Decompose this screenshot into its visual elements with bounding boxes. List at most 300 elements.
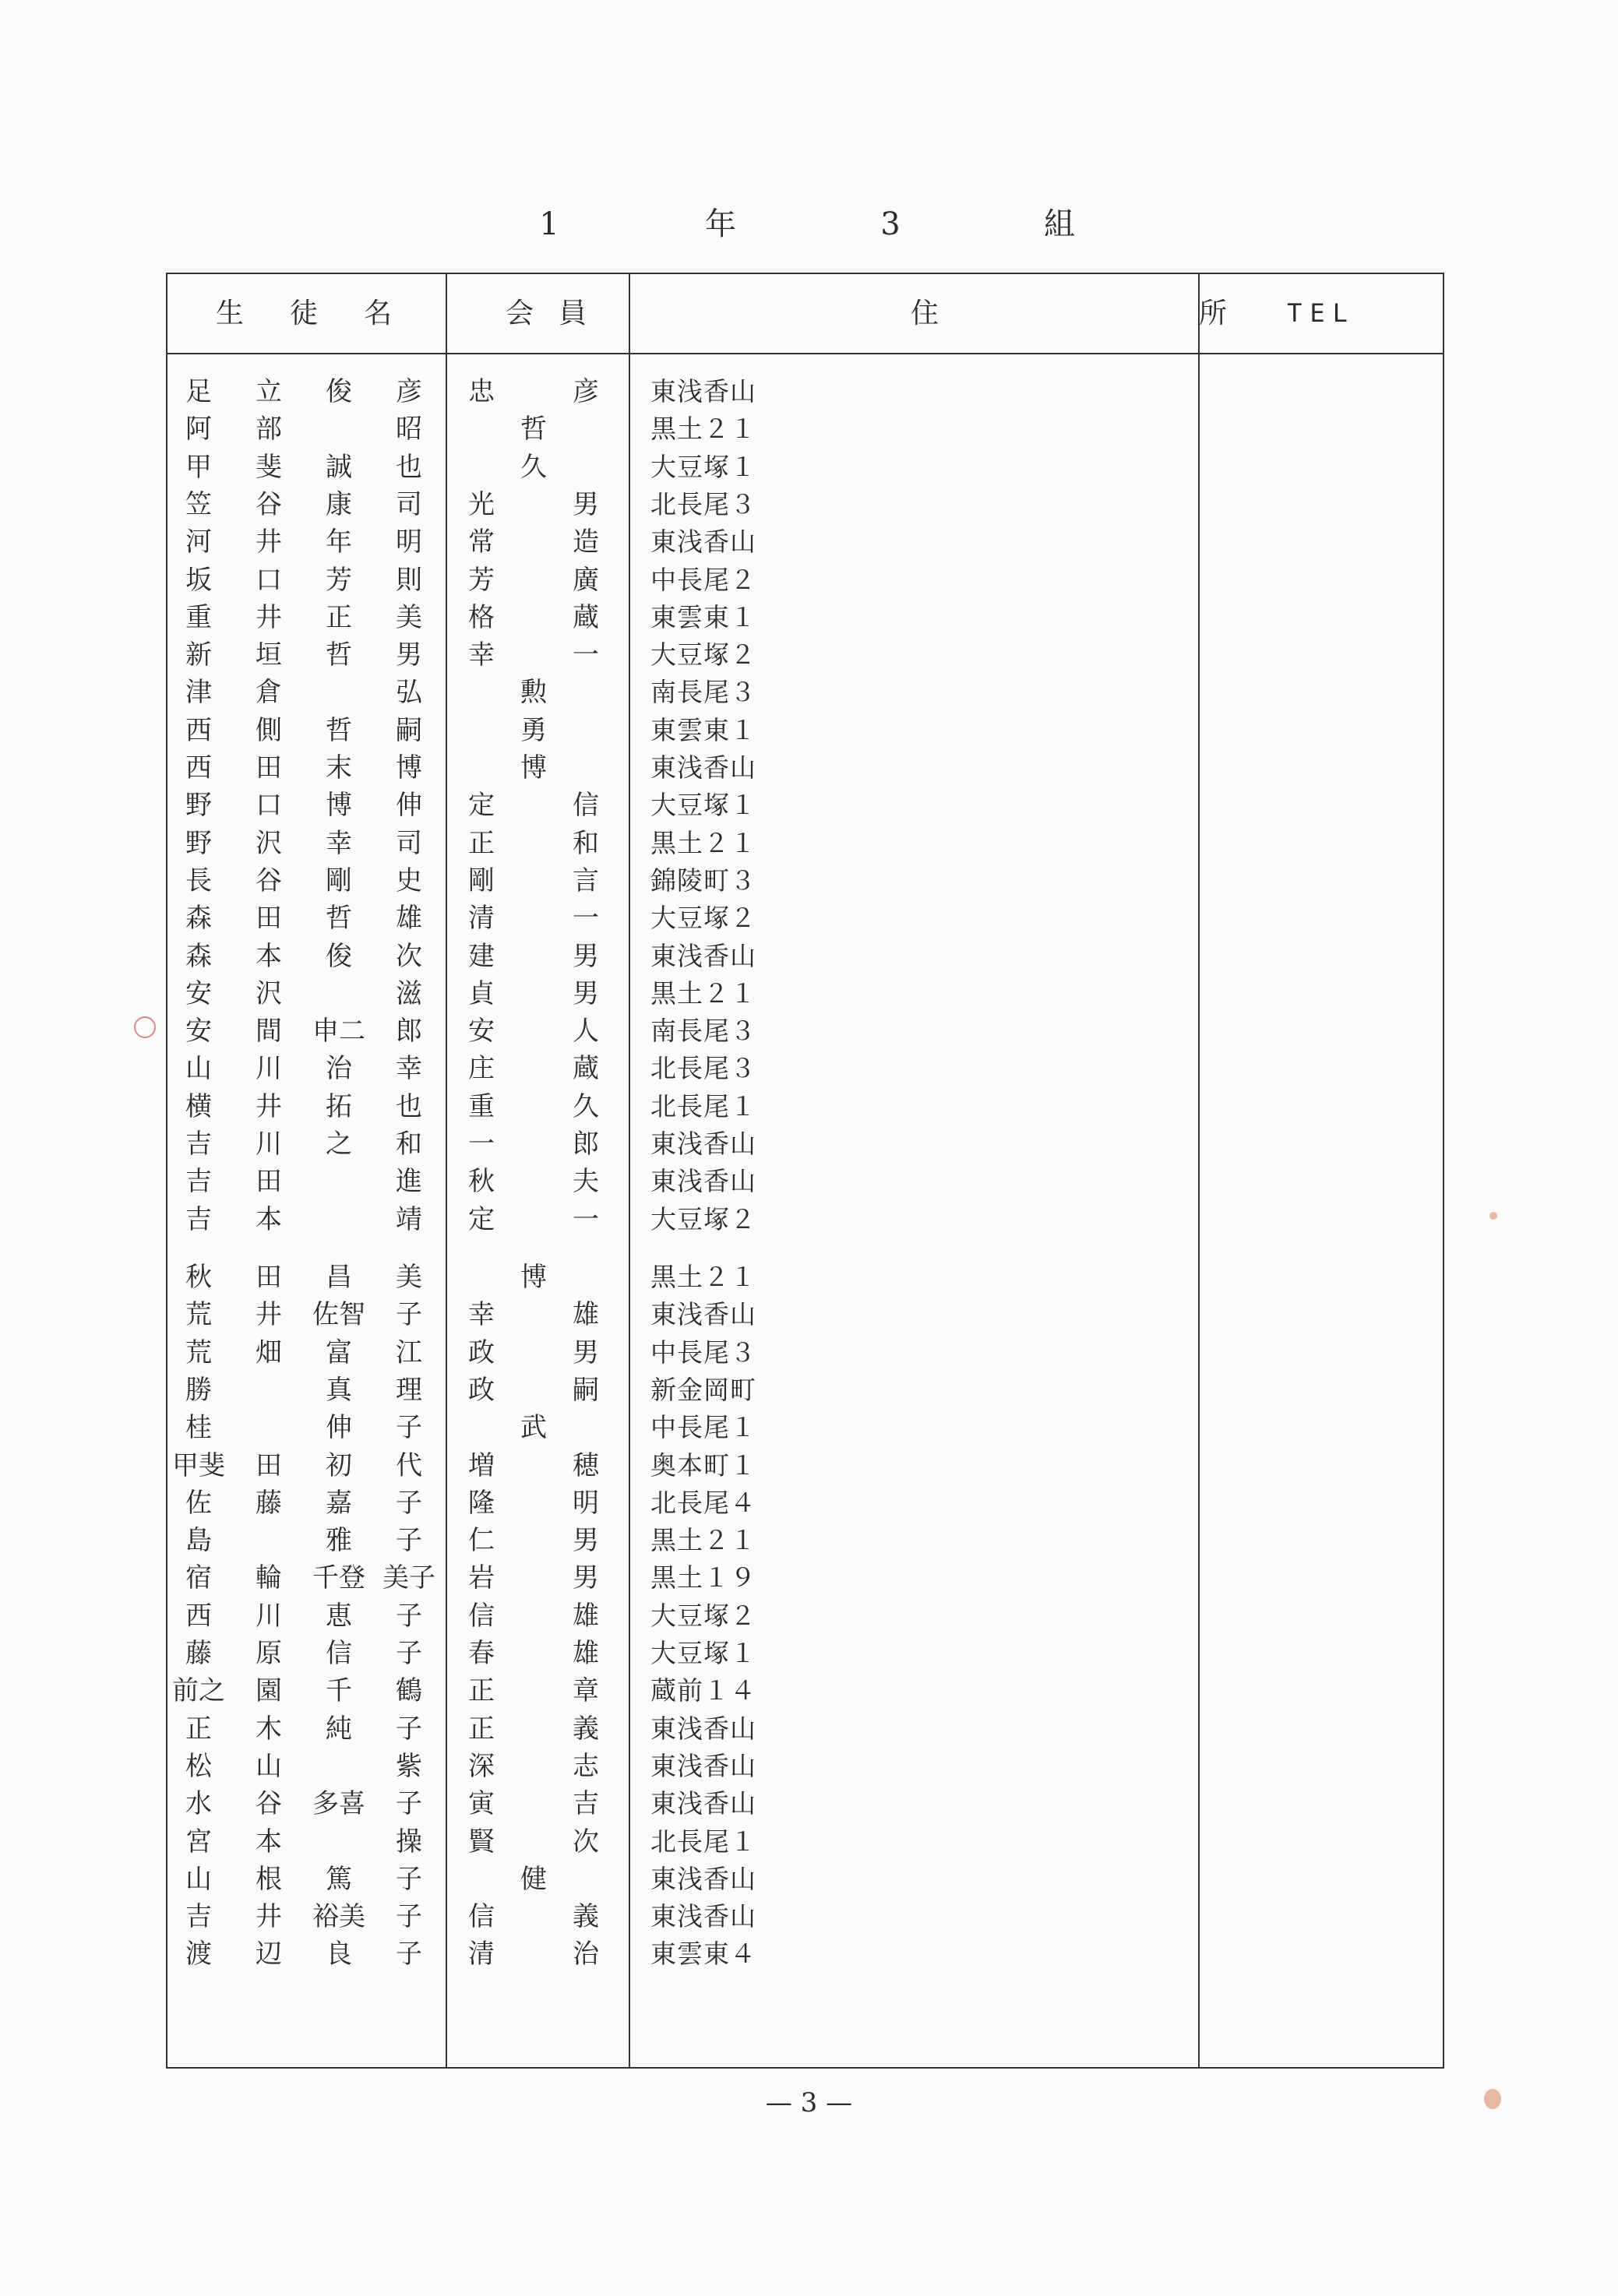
member-name-char: 一 (468, 1129, 495, 1160)
table-row (167, 1163, 1443, 1200)
address-cell: 東浅香山 (650, 1863, 756, 1894)
student-name-char: 原 (256, 1638, 282, 1669)
member-name-char: 穂 (573, 1449, 599, 1481)
member-name-char: 蔵 (573, 601, 599, 633)
address-cell: 南長尾３ (650, 1016, 756, 1047)
header-char: 所 (1198, 298, 1228, 329)
member-name-char: 廣 (573, 564, 599, 596)
student-name-char: 子 (396, 1939, 422, 1970)
member-name-char: 武 (520, 1412, 547, 1444)
address-cell: 東浅香山 (650, 1166, 756, 1197)
member-name-char: 安 (468, 1016, 495, 1048)
page-number: — 3 — (765, 2087, 853, 2118)
student-name-char: 沢 (256, 827, 282, 859)
student-name-char: 篤 (326, 1863, 352, 1895)
member-name-char: 貞 (468, 977, 495, 1009)
student-name-char: 園 (256, 1675, 282, 1707)
student-name-char: 雅 (326, 1525, 352, 1557)
address-cell: 中長尾３ (650, 1336, 756, 1368)
student-name-char: 井 (256, 601, 282, 633)
student-name-char: 史 (396, 865, 422, 896)
table-row (167, 449, 1443, 486)
student-name-char: 山 (185, 1863, 212, 1895)
student-name-char: 信 (326, 1638, 352, 1669)
member-name-char: 和 (573, 827, 599, 859)
address-cell: 大豆塚１ (650, 451, 756, 482)
student-name-char: 新 (185, 639, 212, 671)
address-cell: 蔵前１４ (650, 1675, 756, 1706)
member-name-char: 光 (468, 488, 495, 520)
student-name-char: 野 (185, 827, 212, 859)
student-name-char: 安 (185, 1016, 212, 1048)
student-name-char: 江 (396, 1336, 422, 1368)
student-name-char: 山 (256, 1750, 282, 1782)
member-name-char: 久 (520, 451, 547, 483)
member-name-char: 賢 (468, 1826, 495, 1858)
student-name-char: 津 (185, 677, 212, 709)
member-name-char: 寅 (468, 1788, 495, 1820)
student-name-char: 雄 (396, 903, 422, 935)
student-name-char: 康 (326, 488, 352, 520)
student-name-char: 次 (396, 940, 422, 972)
table-row (167, 486, 1443, 523)
table-row (167, 862, 1443, 900)
member-name-char: 次 (573, 1826, 599, 1858)
address-cell: 東浅香山 (650, 1901, 756, 1932)
member-name-char: 哲 (520, 414, 547, 445)
student-name-char: 滋 (396, 977, 422, 1009)
address-cell: 東雲東１ (650, 601, 756, 632)
student-name-char: 理 (396, 1374, 422, 1406)
student-name-char: 治 (326, 1053, 352, 1085)
student-name-char: 田 (256, 1262, 282, 1293)
member-name-char: 岩 (468, 1562, 495, 1594)
address-cell: 東雲東１ (650, 714, 756, 745)
member-name-char: 男 (573, 977, 599, 1009)
address-cell: 黒土２１ (650, 977, 756, 1009)
student-name-char: 剛 (326, 865, 352, 896)
member-name-char: 春 (468, 1638, 495, 1669)
student-name-char: 子 (396, 1713, 422, 1745)
table-row (167, 1522, 1443, 1559)
student-name-char: 幸 (396, 1053, 422, 1085)
table-row (167, 1710, 1443, 1748)
member-name-char: 男 (573, 940, 599, 972)
student-name-char: 代 (396, 1449, 422, 1481)
address-cell: 黒土２１ (650, 1262, 756, 1292)
member-name-char: 清 (468, 903, 495, 935)
table-row (167, 1748, 1443, 1785)
header-char: 徒 (289, 298, 319, 329)
student-name-char: 裕美 (312, 1901, 365, 1933)
member-name-char: 勇 (520, 714, 547, 746)
member-name-char: 一 (573, 639, 599, 671)
member-name-char: 男 (573, 1336, 599, 1368)
member-name-char: 造 (573, 526, 599, 558)
student-name-char: 川 (256, 1600, 282, 1632)
table-row (167, 1050, 1443, 1087)
member-name-char: 明 (573, 1487, 599, 1519)
student-name-char: 藤 (185, 1638, 212, 1669)
member-name-char: 博 (520, 1262, 547, 1293)
student-name-char: 荒 (185, 1299, 212, 1331)
student-name-char: 靖 (396, 1203, 422, 1235)
student-name-char: 博 (326, 790, 352, 822)
table-row (167, 1125, 1443, 1163)
member-name-char: 嗣 (573, 1374, 599, 1406)
student-name-char: 側 (256, 714, 282, 746)
member-name-char: 彦 (573, 376, 599, 407)
header-char: 員 (558, 298, 587, 329)
student-name-char: 辺 (256, 1939, 282, 1970)
student-name-char: 笠 (185, 488, 212, 520)
member-name-char: 人 (573, 1016, 599, 1048)
address-cell: 奥本町１ (650, 1449, 756, 1481)
address-cell: 東浅香山 (650, 1713, 756, 1744)
student-name-char: 明 (396, 526, 422, 558)
address-cell: 黒土２１ (650, 827, 756, 858)
member-name-char: 仁 (468, 1525, 495, 1557)
address-cell: 東雲東４ (650, 1939, 756, 1970)
member-name-char: 言 (573, 865, 599, 896)
student-name-char: 多喜 (312, 1788, 365, 1820)
address-cell: 新金岡町 (650, 1374, 756, 1405)
member-name-char: 義 (573, 1901, 599, 1933)
student-name-char: 也 (396, 1090, 422, 1122)
student-name-char: 西 (185, 752, 212, 784)
member-name-char: 格 (468, 601, 495, 633)
student-name-char: 重 (185, 601, 212, 633)
address-cell: 南長尾３ (650, 677, 756, 708)
student-name-char: 井 (256, 1299, 282, 1331)
student-name-char: 男 (396, 639, 422, 671)
member-name-char: 蔵 (573, 1053, 599, 1085)
member-name-char: 吉 (573, 1788, 599, 1820)
student-name-char: 子 (396, 1788, 422, 1820)
student-name-char: 子 (396, 1600, 422, 1632)
student-name-char: 野 (185, 790, 212, 822)
table-row (167, 1088, 1443, 1125)
student-name-char: 美子 (382, 1562, 435, 1594)
student-name-char: 子 (396, 1525, 422, 1557)
student-name-char: 畑 (256, 1336, 282, 1368)
student-name-char: 田 (256, 1166, 282, 1198)
roster-table (166, 273, 1444, 2069)
student-name-char: 佐智 (312, 1299, 365, 1331)
student-name-char: 子 (396, 1863, 422, 1895)
address-cell: 北長尾１ (650, 1090, 756, 1122)
student-name-char: 富 (326, 1336, 352, 1368)
student-name-char: 博 (396, 752, 422, 784)
student-name-char: 初 (326, 1449, 352, 1481)
student-name-char: 勝 (185, 1374, 212, 1406)
member-name-char: 清 (468, 1939, 495, 1970)
student-name-char: 井 (256, 526, 282, 558)
student-name-char: 垣 (256, 639, 282, 671)
address-cell: 黒土１９ (650, 1562, 756, 1593)
student-name-char: 真 (326, 1374, 352, 1406)
student-name-char: 藤 (256, 1487, 282, 1519)
student-name-char: 幸 (326, 827, 352, 859)
student-name-char: 恵 (326, 1600, 352, 1632)
student-name-char: 年 (326, 526, 352, 558)
student-name-char: 坂 (185, 564, 212, 596)
student-name-char: 水 (185, 1788, 212, 1820)
member-name-char: 建 (468, 940, 495, 972)
student-name-char: 立 (256, 376, 282, 407)
member-name-char: 治 (573, 1939, 599, 1970)
table-row (167, 900, 1443, 937)
student-name-char: 紫 (396, 1750, 422, 1782)
address-cell: 東浅香山 (650, 940, 756, 971)
student-name-char: 長 (185, 865, 212, 896)
member-name-char: 定 (468, 790, 495, 822)
student-name-char: 司 (396, 827, 422, 859)
page-title (0, 201, 1618, 248)
student-name-char: 進 (396, 1166, 422, 1198)
member-name-char: 一 (573, 1203, 599, 1235)
address-cell: 北長尾３ (650, 1053, 756, 1084)
student-name-char: 斐 (256, 451, 282, 483)
table-row (167, 1296, 1443, 1333)
member-name-char: 博 (520, 752, 547, 784)
table-row (167, 1372, 1443, 1409)
address-cell: 東浅香山 (650, 752, 756, 783)
address-cell: 大豆塚１ (650, 1638, 756, 1668)
student-name-char: 拓 (326, 1090, 352, 1122)
student-name-char: 宿 (185, 1562, 212, 1594)
student-name-char: 伸 (326, 1412, 352, 1444)
table-row (167, 1559, 1443, 1597)
student-name-char: 西 (185, 714, 212, 746)
student-name-char: 申二 (312, 1016, 365, 1048)
address-cell: 大豆塚２ (650, 1600, 756, 1631)
member-name-char: 政 (468, 1374, 495, 1406)
student-name-char: 本 (256, 1203, 282, 1235)
table-row (167, 636, 1443, 674)
student-name-char: 吉 (185, 1166, 212, 1198)
student-name-char: 間 (256, 1016, 282, 1048)
student-name-char: 根 (256, 1863, 282, 1895)
address-cell: 東浅香山 (650, 1299, 756, 1330)
student-name-char: 谷 (256, 488, 282, 520)
address-cell: 北長尾４ (650, 1487, 756, 1518)
header-member (446, 274, 629, 353)
student-name-char: 井 (256, 1901, 282, 1933)
student-name-char: 沢 (256, 977, 282, 1009)
student-name-char: 前之 (172, 1675, 225, 1707)
student-name-char: 山 (185, 1053, 212, 1085)
student-name-char: 哲 (326, 639, 352, 671)
address-cell: 中長尾１ (650, 1412, 756, 1443)
student-name-char: 秋 (185, 1262, 212, 1293)
table-row (167, 1935, 1443, 1973)
table-row (167, 562, 1443, 599)
table-row (167, 938, 1443, 975)
student-name-char: 本 (256, 1826, 282, 1858)
member-name-char: 一 (573, 903, 599, 935)
member-name-char: 隆 (468, 1487, 495, 1519)
table-row (167, 975, 1443, 1012)
table-row (167, 1635, 1443, 1672)
student-name-char: 荒 (185, 1336, 212, 1368)
student-name-char: 之 (326, 1129, 352, 1160)
student-name-char: 井 (256, 1090, 282, 1122)
student-name-char: 谷 (256, 1788, 282, 1820)
student-name-char: 松 (185, 1750, 212, 1782)
member-name-char: 男 (573, 488, 599, 520)
member-name-char: 雄 (573, 1600, 599, 1632)
table-row (167, 749, 1443, 787)
address-cell: 大豆塚２ (650, 1203, 756, 1234)
member-name-char: 雄 (573, 1299, 599, 1331)
address-cell: 黒土２１ (650, 1525, 756, 1556)
student-name-char: 森 (185, 940, 212, 972)
student-name-char: 子 (396, 1487, 422, 1519)
member-name-char: 正 (468, 1675, 495, 1707)
student-name-char: 倉 (256, 677, 282, 709)
student-name-char: 也 (396, 451, 422, 483)
student-name-char: 横 (185, 1090, 212, 1122)
title-kumi: 組 (1044, 206, 1075, 242)
student-name-char: 千 (326, 1675, 352, 1707)
table-row (167, 373, 1443, 410)
member-name-char: 健 (520, 1863, 547, 1895)
member-name-char: 正 (468, 827, 495, 859)
table-row (167, 1861, 1443, 1898)
member-name-char: 常 (468, 526, 495, 558)
table-row (167, 523, 1443, 561)
student-name-char: 誠 (326, 451, 352, 483)
student-name-char: 俊 (326, 376, 352, 407)
header-tel: TEL (1287, 298, 1355, 328)
title-nen: 年 (705, 206, 736, 242)
student-name-char: 木 (256, 1713, 282, 1745)
student-name-char: 足 (185, 376, 212, 407)
student-name-char: 操 (396, 1826, 422, 1858)
student-name-char: 子 (396, 1901, 422, 1933)
student-name-char: 彦 (396, 376, 422, 407)
header-char: 生 (215, 298, 245, 329)
student-name-char: 哲 (326, 714, 352, 746)
student-name-char: 哲 (326, 903, 352, 935)
student-name-char: 本 (256, 940, 282, 972)
student-name-char: 郎 (396, 1016, 422, 1048)
header-student-name (167, 274, 446, 353)
student-name-char: 正 (185, 1713, 212, 1745)
address-cell: 東浅香山 (650, 1129, 756, 1159)
address-cell: 東浅香山 (650, 1788, 756, 1819)
student-name-char: 子 (396, 1299, 422, 1331)
member-name-char: 深 (468, 1750, 495, 1782)
table-row (167, 787, 1443, 824)
student-name-char: 甲 (185, 451, 212, 483)
student-name-char: 宮 (185, 1826, 212, 1858)
member-name-char: 夫 (573, 1166, 599, 1198)
member-name-char: 忠 (468, 376, 495, 407)
student-name-char: 部 (256, 414, 282, 445)
member-name-char: 剛 (468, 865, 495, 896)
student-name-char: 和 (396, 1129, 422, 1160)
student-name-char: 口 (256, 564, 282, 596)
table-row (167, 1785, 1443, 1822)
table-row (167, 1898, 1443, 1935)
student-name-char: 佐 (185, 1487, 212, 1519)
member-name-char: 義 (573, 1713, 599, 1745)
student-name-char: 田 (256, 903, 282, 935)
student-name-char: 昭 (396, 414, 422, 445)
student-name-char: 昌 (326, 1262, 352, 1293)
address-cell: 大豆塚２ (650, 639, 756, 671)
student-name-char: 森 (185, 903, 212, 935)
table-row (167, 1484, 1443, 1522)
student-name-char: 則 (396, 564, 422, 596)
table-row (167, 1597, 1443, 1635)
student-name-char: 弘 (396, 677, 422, 709)
student-name-char: 川 (256, 1053, 282, 1085)
address-cell: 東浅香山 (650, 376, 756, 407)
member-name-char: 正 (468, 1713, 495, 1745)
table-row (167, 1447, 1443, 1484)
student-name-char: 正 (326, 601, 352, 633)
member-name-char: 秋 (468, 1166, 495, 1198)
table-row (167, 410, 1443, 448)
student-name-char: 吉 (185, 1203, 212, 1235)
student-name-char: 阿 (185, 414, 212, 445)
table-row (167, 1201, 1443, 1238)
member-name-char: 信 (468, 1600, 495, 1632)
address-cell: 北長尾１ (650, 1826, 756, 1857)
student-name-char: 甲斐 (172, 1449, 225, 1481)
header-char: 名 (363, 298, 393, 329)
member-name-char: 信 (468, 1901, 495, 1933)
table-row (167, 674, 1443, 711)
address-cell: 大豆塚１ (650, 790, 756, 821)
student-name-char: 子 (396, 1638, 422, 1669)
student-name-char: 伸 (396, 790, 422, 822)
table-row (167, 1409, 1443, 1446)
student-name-char: 桂 (185, 1412, 212, 1444)
paper-stain (1489, 1212, 1497, 1220)
student-name-char: 末 (326, 752, 352, 784)
student-name-char: 司 (396, 488, 422, 520)
table-row (167, 1334, 1443, 1372)
margin-circle-mark (134, 1016, 156, 1038)
address-cell: 北長尾３ (650, 488, 756, 519)
student-name-char: 口 (256, 790, 282, 822)
student-name-char: 美 (396, 601, 422, 633)
table-row (167, 1012, 1443, 1050)
member-name-char: 幸 (468, 639, 495, 671)
member-name-char: 重 (468, 1090, 495, 1122)
student-name-char: 田 (256, 752, 282, 784)
student-name-char: 鶴 (396, 1675, 422, 1707)
table-row (167, 1672, 1443, 1710)
student-name-char: 俊 (326, 940, 352, 972)
member-name-char: 政 (468, 1336, 495, 1368)
header-address (629, 274, 1228, 353)
member-name-char: 男 (573, 1562, 599, 1594)
student-name-char: 子 (396, 1412, 422, 1444)
student-name-char: 河 (185, 526, 212, 558)
member-name-char: 久 (573, 1090, 599, 1122)
student-name-char: 島 (185, 1525, 212, 1557)
student-name-char: 純 (326, 1713, 352, 1745)
address-cell: 中長尾２ (650, 564, 756, 595)
member-name-char: 雄 (573, 1638, 599, 1669)
student-name-char: 西 (185, 1600, 212, 1632)
member-name-char: 増 (468, 1449, 495, 1481)
